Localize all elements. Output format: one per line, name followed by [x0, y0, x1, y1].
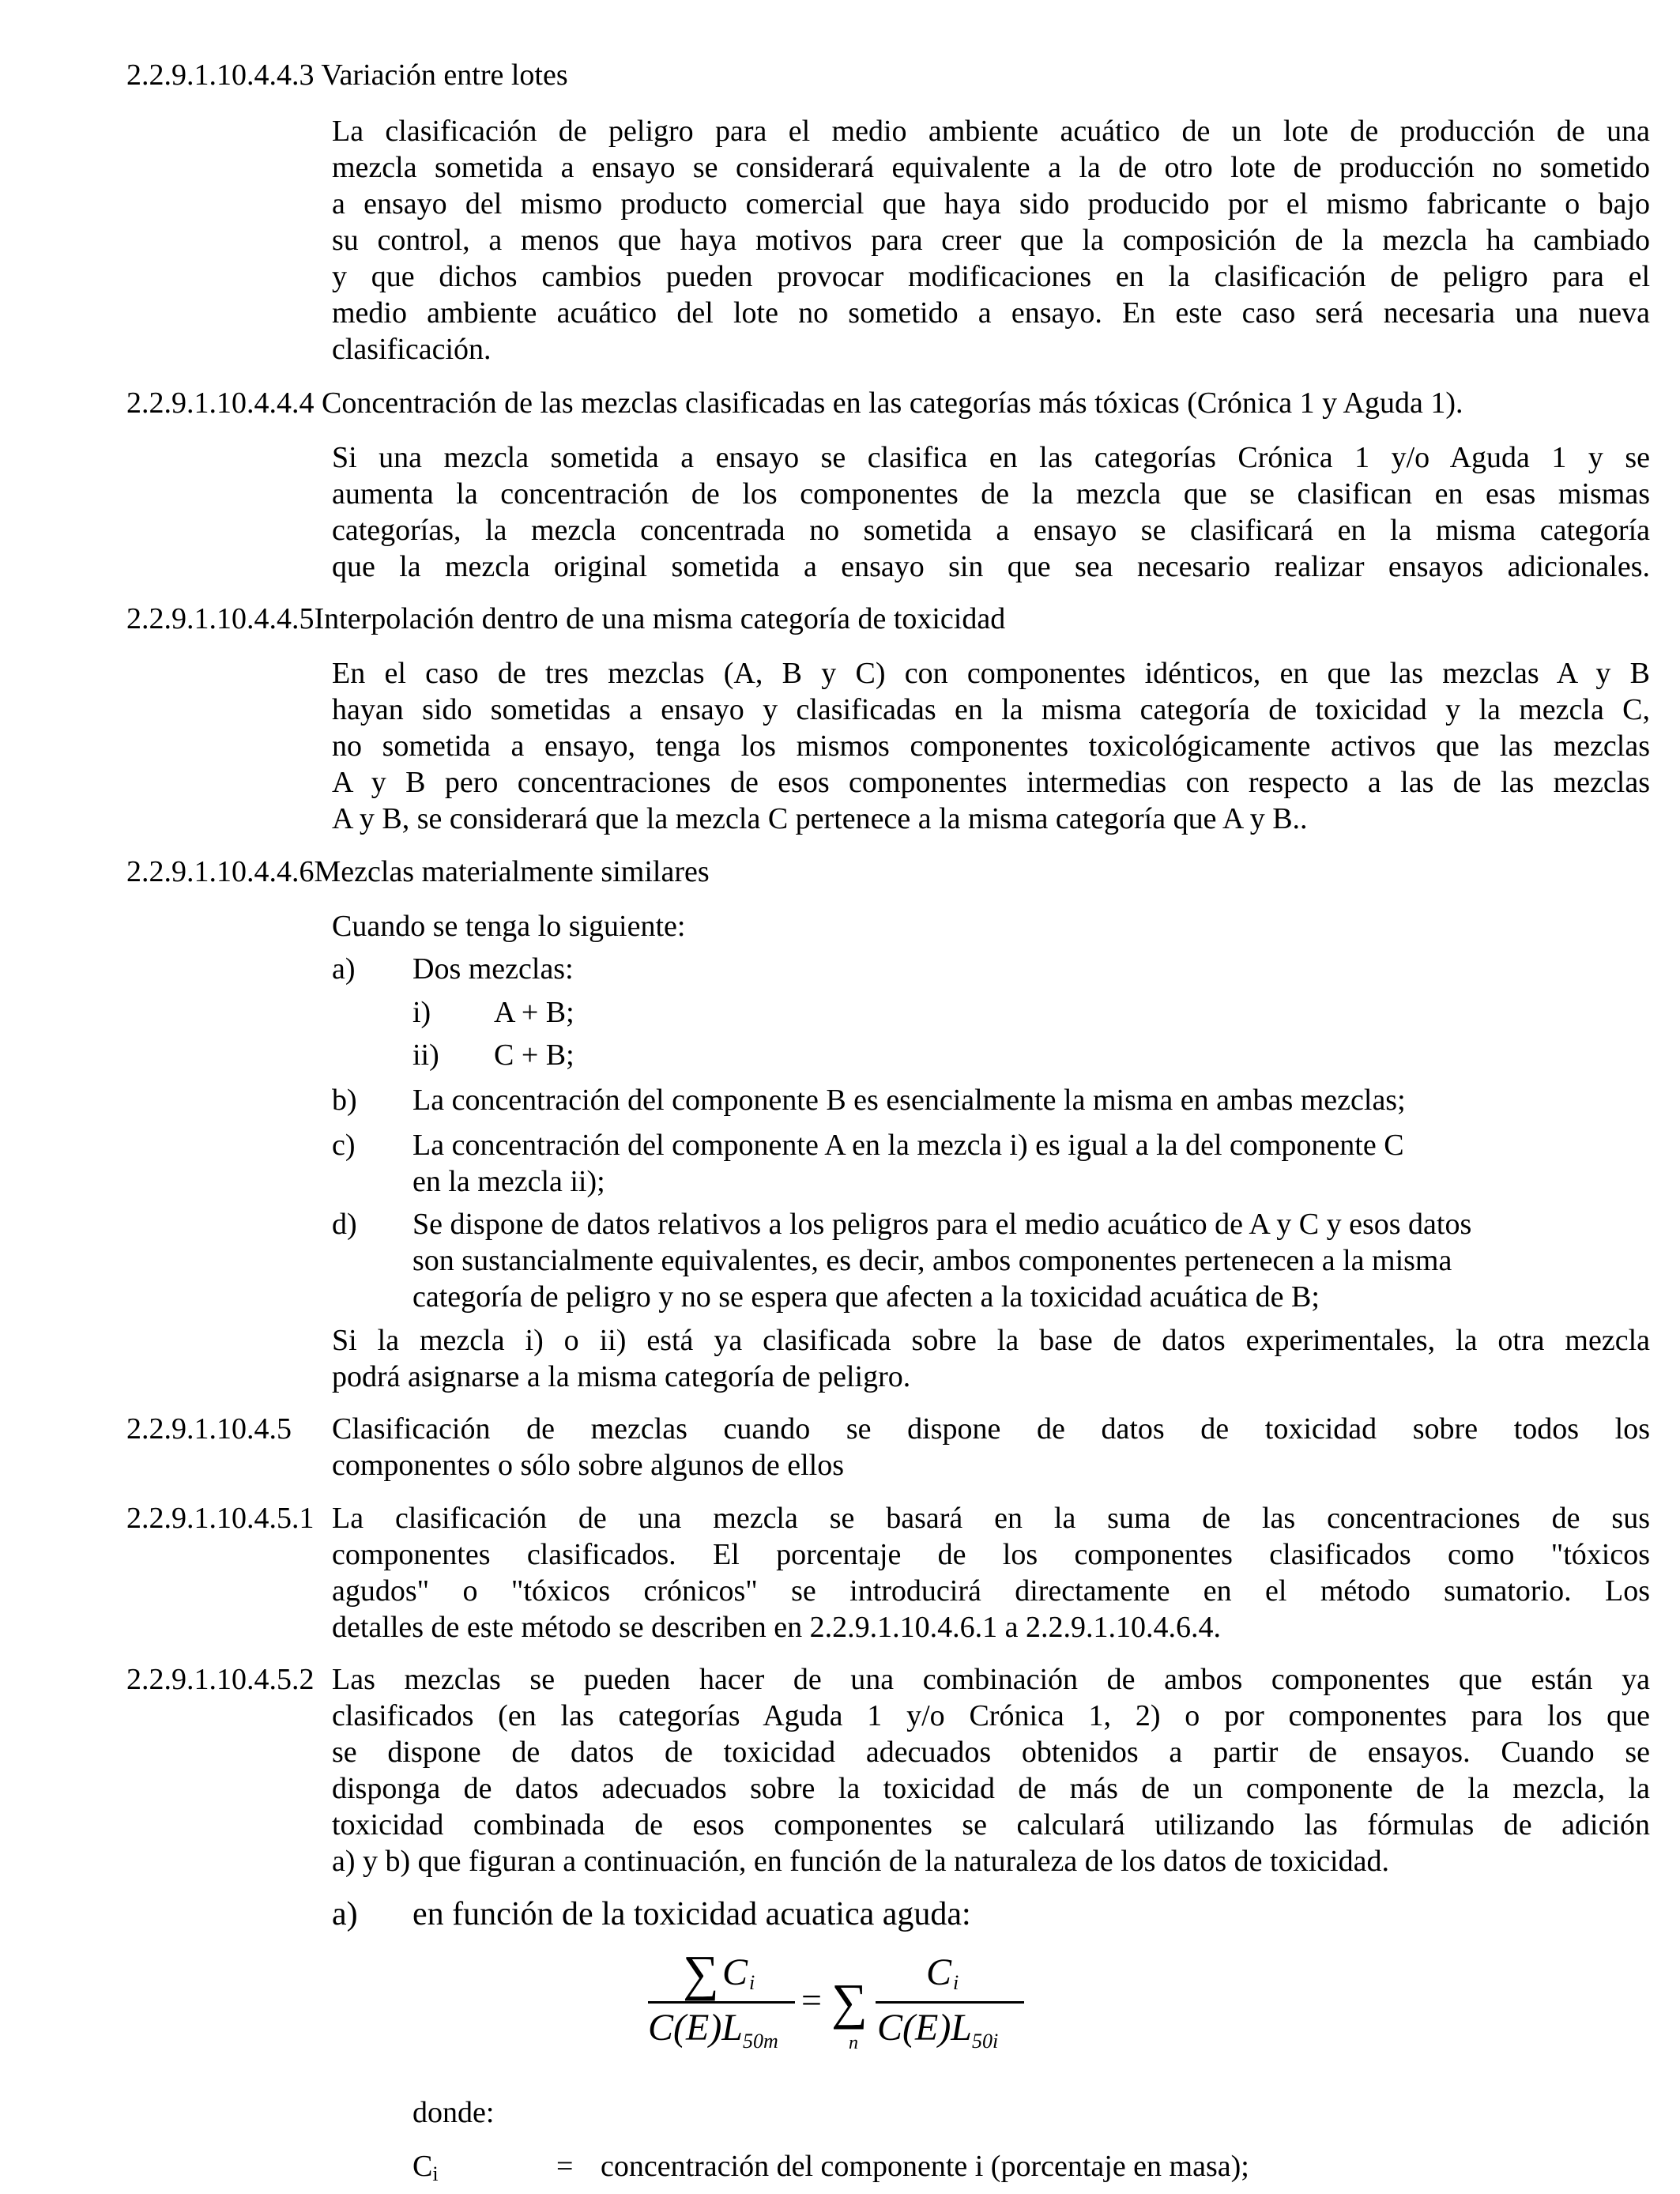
list-item-a: en función de la toxicidad acuatica aguda:	[412, 1896, 971, 1932]
paragraph-line: Si una mezcla sometida a ensayo se clasifica en las categorías Crónica 1 y/o Aguda 1 y se	[332, 441, 1650, 474]
formula-sub-50m: 50m	[743, 2030, 778, 2053]
paragraph-line: Si la mezcla i) o ii) está ya clasificada sobre la base de datos experimentales, la otra mezcla	[332, 1324, 1650, 1357]
sigma-symbol: ∑	[683, 1945, 719, 2001]
paragraph-line: su control, a menos que haya motivos para creer que la composición de la mezcla ha cambiado	[332, 224, 1650, 257]
section-number-4-5: 2.2.9.1.10.4.5	[126, 1412, 292, 1446]
list-item-c: en la mezcla ii);	[412, 1165, 605, 1198]
sigma-symbol: ∑	[831, 1973, 868, 2030]
formula-ci-sub: i	[953, 1971, 959, 1994]
section-heading-4-4-3: 2.2.9.1.10.4.4.3 Variación entre lotes	[126, 58, 568, 92]
paragraph-line: no sometida a ensayo, tenga los mismos componentes toxicológicamente activos que las mezclas	[332, 729, 1650, 763]
paragraph-line: a ensayo del mismo producto comercial que haya sido producido por el mismo fabricante o bajo	[332, 187, 1650, 221]
list-label-ii: ii)	[412, 1039, 439, 1072]
list-label-b: b)	[332, 1084, 357, 1117]
paragraph-line: y que dichos cambios pueden provocar modificaciones en la clasificación de peligro para el	[332, 260, 1650, 293]
paragraph-line: a) y b) que figuran a continuación, en función de la naturaleza de los datos de toxicidad.	[332, 1845, 1389, 1878]
list-item-d: categoría de peligro y no se espera que afecten a la toxicidad acuática de B;	[412, 1280, 1320, 1314]
formula-ci-sub: i	[749, 1971, 755, 1994]
definition-symbol-sub: i	[432, 2162, 439, 2185]
paragraph-line: Las mezclas se pueden hacer de una combinación de ambos componentes que están ya	[332, 1663, 1650, 1696]
formula-ci: C	[926, 1951, 952, 1993]
definition-equals: =	[556, 2150, 574, 2183]
paragraph-line: La clasificación de peligro para el medio ambiente acuático de un lote de producción de una	[332, 115, 1650, 148]
list-label-i: i)	[412, 996, 431, 1029]
list-item-d: son sustancialmente equivalentes, es decir, ambos componentes pertenecen a la misma	[412, 1244, 1452, 1277]
list-label-a: a)	[332, 1896, 358, 1932]
paragraph-line: que la mezcla original sometida a ensayo sin que sea necesario realizar ensayos adicionales.	[332, 550, 1650, 583]
fraction-bar-left	[648, 2001, 795, 2004]
list-label-c: c)	[332, 1129, 356, 1162]
section-heading-4-4-5: 2.2.9.1.10.4.4.5Interpolación dentro de una misma categoría de toxicidad	[126, 602, 1006, 635]
list-item-i: A + B;	[494, 996, 574, 1029]
additivity-formula	[648, 1944, 1027, 2087]
list-item-c: La concentración del componente A en la mezcla i) es igual a la del componente C	[412, 1129, 1404, 1162]
list-label-a: a)	[332, 952, 356, 986]
paragraph-line: categorías, la mezcla concentrada no sometida a ensayo se clasificará en la misma categoría	[332, 514, 1650, 547]
paragraph-line: La clasificación de una mezcla se basará en la suma de las concentraciones de sus	[332, 1502, 1650, 1535]
paragraph-line: medio ambiente acuático del lote no sometido a ensayo. En este caso será necesaria una nueva	[332, 296, 1650, 330]
paragraph-line: Cuando se tenga lo siguiente:	[332, 910, 686, 943]
list-item-b: La concentración del componente B es esencialmente la misma en ambas mezclas;	[412, 1084, 1406, 1117]
fraction-bar-right	[876, 2001, 1024, 2004]
paragraph-line: detalles de este método se describen en 2.2.9.1.10.4.6.1 a 2.2.9.1.10.4.6.4.	[332, 1611, 1221, 1644]
paragraph-line: hayan sido sometidas a ensayo y clasificadas en la misma categoría de toxicidad y la mezcla C,	[332, 693, 1650, 726]
section-heading-4-4-4: 2.2.9.1.10.4.4.4 Concentración de las mezclas clasificadas en las categorías más tóxicas (Crónica 1 y Aguda 1).	[126, 386, 1463, 420]
paragraph-line: podrá asignarse a la misma categoría de peligro.	[332, 1360, 911, 1393]
paragraph-line: clasificación.	[332, 333, 492, 366]
paragraph-line: A y B, se considerará que la mezcla C pertenece a la misma categoría que A y B..	[332, 802, 1308, 835]
section-heading-4-5: componentes o sólo sobre algunos de ellos	[332, 1449, 845, 1482]
formula-cel: C(E)L	[648, 2007, 743, 2049]
paragraph-line: componentes clasificados. El porcentaje de los componentes clasificados como "tóxicos	[332, 1538, 1650, 1571]
definition-symbol	[412, 2148, 439, 2192]
list-item-ii: C + B;	[494, 1039, 574, 1072]
paragraph-line: toxicidad combinada de esos componentes se calculará utilizando las fórmulas de adición	[332, 1808, 1650, 1842]
paragraph-line: mezcla sometida a ensayo se considerará equivalente a la de otro lote de producción no sometido	[332, 151, 1650, 184]
section-number-4-5-2: 2.2.9.1.10.4.5.2	[126, 1663, 315, 1696]
section-number-4-5-1: 2.2.9.1.10.4.5.1	[126, 1502, 315, 1535]
list-label-d: d)	[332, 1208, 357, 1241]
section-heading-4-5: Clasificación de mezclas cuando se dispone de datos de toxicidad sobre todos los	[332, 1412, 1650, 1446]
paragraph-line: se dispone de datos de toxicidad adecuados obtenidos a partir de ensayos. Cuando se	[332, 1736, 1650, 1769]
list-item-d: Se dispone de datos relativos a los peligros para el medio acuático de A y C y esos datos	[412, 1208, 1472, 1241]
formula-ci: C	[722, 1951, 748, 1993]
definition-symbol-c: C	[412, 2150, 433, 2183]
paragraph-line: En el caso de tres mezclas (A, B y C) con componentes idénticos, en que las mezclas A y B	[332, 657, 1650, 690]
paragraph-line: aumenta la concentración de los componentes de la mezcla que se clasifican en esas mismas	[332, 477, 1650, 511]
paragraph-line: A y B pero concentraciones de esos componentes intermedias con respecto a las de las mezclas	[332, 766, 1650, 799]
formula-equals: =	[801, 1980, 822, 2020]
definition-text: concentración del componente i (porcentaje en masa);	[601, 2150, 1249, 2183]
donde-label: donde:	[412, 2096, 495, 2129]
paragraph-line: agudos" o "tóxicos crónicos" se introducirá directamente en el método sumatorio. Los	[332, 1574, 1650, 1608]
formula-cel: C(E)L	[877, 2007, 972, 2049]
list-item-a: Dos mezclas:	[412, 952, 574, 986]
paragraph-line: clasificados (en las categorías Aguda 1 y/o Crónica 1, 2) o por componentes para los que	[332, 1699, 1650, 1732]
formula-sum-sub: n	[849, 2033, 858, 2053]
paragraph-line: disponga de datos adecuados sobre la toxicidad de más de un componente de la mezcla, la	[332, 1772, 1650, 1805]
formula-sub-50i: 50i	[972, 2030, 999, 2053]
section-heading-4-4-6: 2.2.9.1.10.4.4.6Mezclas materialmente similares	[126, 855, 710, 888]
